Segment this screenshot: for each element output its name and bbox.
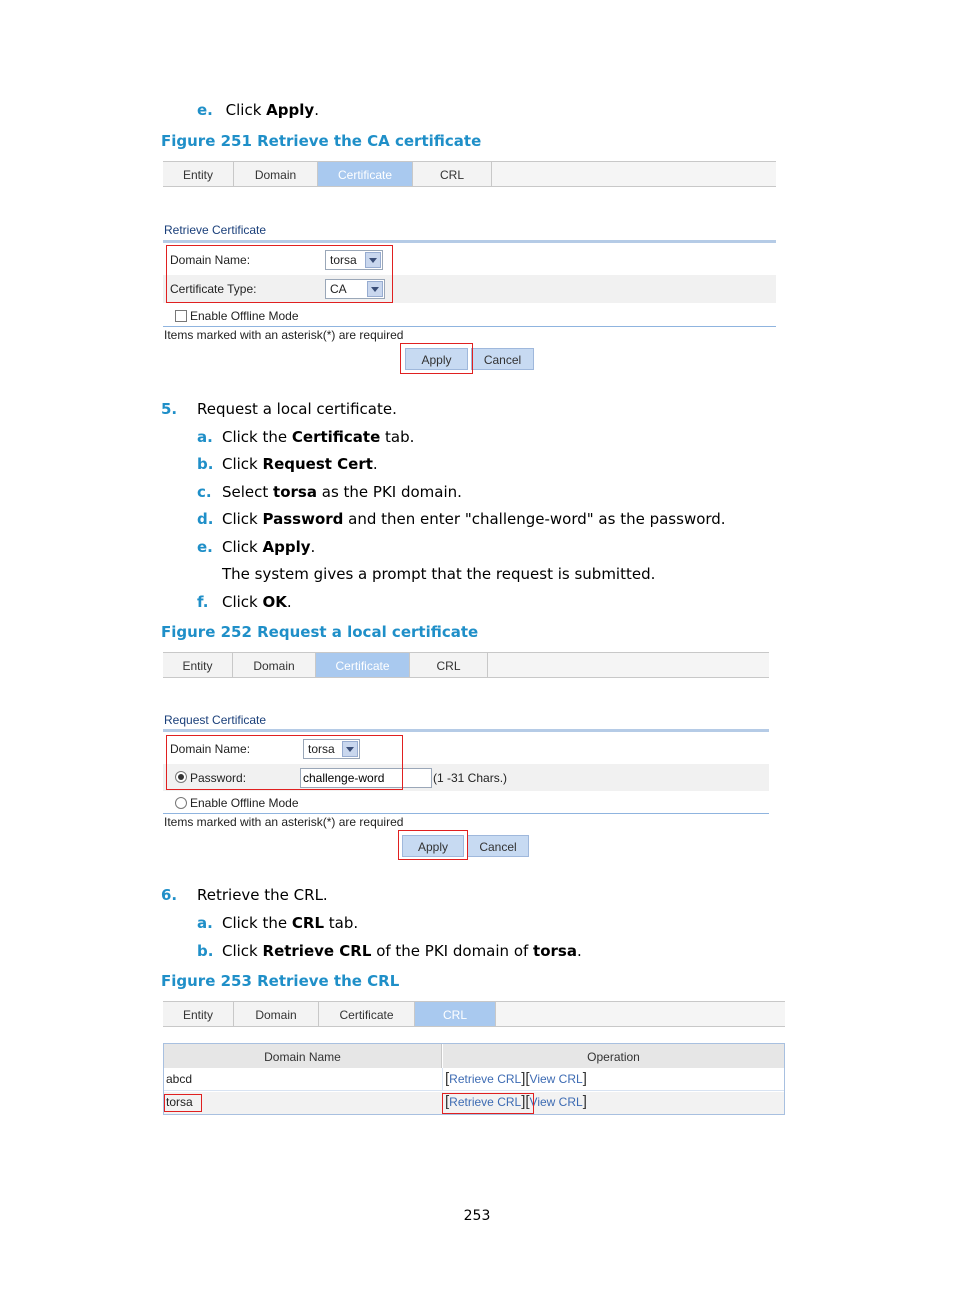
row-domain-name: abcd [166,1072,193,1086]
bracket: ] [582,1093,587,1110]
figure-253-caption: Figure 253 Retrieve the CRL [161,972,400,990]
domain-name-label: Domain Name: [170,742,251,756]
fig253-tab-bar [163,1001,785,1027]
offline-mode-label: Enable Offline Mode [190,309,299,323]
cancel-button[interactable]: Cancel [471,348,534,370]
required-note: Items marked with an asterisk(*) are required [164,815,404,829]
step-5-note: The system gives a prompt that the request is submitted. [222,565,656,583]
section-divider [163,729,769,732]
bracket: [ [445,1093,450,1110]
divider [163,813,769,814]
step-5f: f. [197,593,209,611]
highlight-box [166,245,393,303]
tab-crl[interactable]: CRL [413,162,492,186]
view-crl-link[interactable]: View CRL [529,1072,583,1086]
tab-domain[interactable]: Domain [234,1002,319,1026]
tab-certificate[interactable]: Certificate [318,162,413,186]
step-5f-text: Click OK. [222,593,292,611]
divider [163,326,776,327]
highlight-box [164,1094,202,1112]
step-6a: a. [197,914,213,932]
step-5a-text: Click the Certificate tab. [222,428,415,446]
retrieve-crl-link[interactable]: Retrieve CRL [449,1072,522,1086]
view-crl-link[interactable]: View CRL [529,1095,583,1109]
highlight-box [442,1093,534,1114]
step-5a: a. [197,428,213,446]
fig252-tab-bar [163,652,769,678]
column-header-domain-name: Domain Name [164,1044,442,1068]
tab-domain[interactable]: Domain [234,162,318,186]
bracket: ][ [521,1070,530,1087]
section-divider [163,240,776,243]
step-5e-text: Click Apply. [222,538,316,556]
section-title: Retrieve Certificate [164,223,267,237]
bracket: ][ [521,1093,530,1110]
page-number: 253 [463,1208,491,1224]
password-input[interactable]: challenge-word [300,768,432,788]
table-row [164,1068,784,1091]
row-domain-name: torsa [166,1095,193,1109]
step-5b: b. [197,455,214,473]
step-6: 6. [161,886,178,904]
highlight-box [166,735,403,790]
apply-button[interactable]: Apply [405,348,468,370]
password-hint: (1 -31 Chars.) [433,771,508,785]
bracket: [ [445,1070,450,1087]
domain-name-value: torsa [330,253,357,267]
retrieve-crl-link[interactable]: Retrieve CRL [449,1095,522,1109]
certificate-type-value: CA [330,282,347,296]
tab-entity[interactable]: Entity [163,1002,234,1026]
step-e-apply: e. Click Apply. [197,101,319,119]
step-6-text: Retrieve the CRL. [197,886,328,904]
highlight-box [400,343,473,374]
step-5d-text: Click Password and then enter "challenge-word" as the password. [222,510,726,528]
highlight-box [398,830,468,860]
required-note: Items marked with an asterisk(*) are required [164,328,404,342]
figure-252-caption: Figure 252 Request a local certificate [161,623,479,641]
column-header-operation: Operation [443,1044,784,1068]
offline-mode-radio[interactable] [175,797,187,809]
step-6a-text: Click the CRL tab. [222,914,359,932]
certificate-type-label: Certificate Type: [170,282,257,296]
step-5d: d. [197,510,214,528]
tab-crl[interactable]: CRL [415,1002,496,1026]
row-operations [445,1070,587,1087]
offline-mode-label: Enable Offline Mode [190,796,299,810]
offline-mode-checkbox[interactable] [175,310,187,322]
password-label: Password: [190,771,247,785]
step-5b-text: Click Request Cert. [222,455,378,473]
step-5c-text: Select torsa as the PKI domain. [222,483,462,501]
domain-name-label: Domain Name: [170,253,251,267]
tab-domain[interactable]: Domain [233,653,316,677]
cancel-button[interactable]: Cancel [467,835,529,857]
tab-entity[interactable]: Entity [163,653,233,677]
figure-251-caption: Figure 251 Retrieve the CA certificate [161,132,482,150]
step-6b-text: Click Retrieve CRL of the PKI domain of torsa. [222,942,582,960]
tab-certificate[interactable]: Certificate [316,653,410,677]
section-title: Request Certificate [164,713,267,727]
step-6b: b. [197,942,214,960]
fig251-tab-bar [163,161,776,187]
column-divider [442,1068,443,1091]
tab-entity[interactable]: Entity [163,162,234,186]
domain-name-value: torsa [308,742,335,756]
tab-crl[interactable]: CRL [410,653,488,677]
apply-button[interactable]: Apply [402,835,464,857]
step-5c: c. [197,483,212,501]
step-5e: e. [197,538,213,556]
tab-certificate[interactable]: Certificate [319,1002,415,1026]
step-5: 5. [161,400,178,418]
bracket: ] [582,1070,587,1087]
step-5-text: Request a local certificate. [197,400,397,418]
